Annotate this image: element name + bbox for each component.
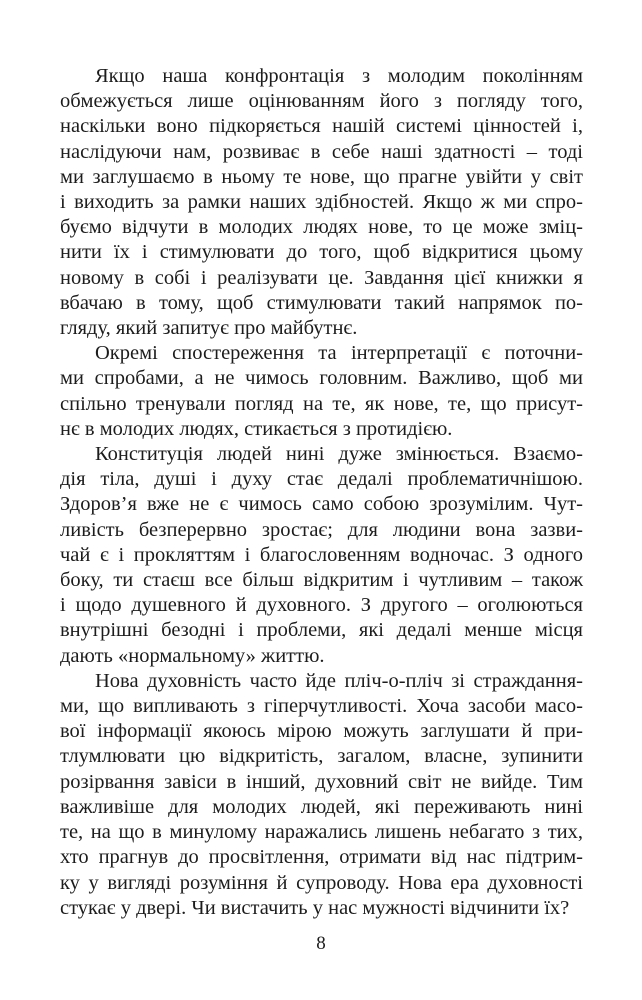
text-line: вбачаю в тому, щоб стимулювати такий напрямок по- — [60, 291, 583, 314]
text-line: Здоров’я вже не є чимось само собою зрозумілим. Чут- — [60, 493, 583, 516]
text-line: Конституція людей нині дуже змінюється. Взаємо- — [95, 443, 583, 466]
text-line: нє в молодих людях, стикається з протидією. — [60, 417, 453, 440]
text-line: ми заглушаємо в ньому те нове, що прагне увійти у світ — [60, 165, 583, 188]
text-line: дають «нормальному» життю. — [60, 644, 325, 667]
text-line: новому в собі і реалізувати це. Завдання цієї книжки я — [60, 266, 583, 289]
text-line: важливіше для молодих людей, які переживають нині — [60, 795, 583, 818]
paragraph — [60, 442, 583, 669]
text-line: чай є і прокляттям і благословенням водночас. З одного — [60, 543, 583, 566]
page-number: 8 — [316, 933, 326, 954]
text-line: Окремі спостереження та інтерпретації є поточни- — [95, 342, 583, 365]
text-line: гляду, який запитує про майбутнє. — [60, 317, 358, 340]
paragraph — [60, 64, 583, 341]
text-line: ливість безперервно зростає; для людини вона зазви- — [60, 518, 583, 541]
text-line: ми спробами, а не чимось головним. Важливо, щоб ми — [60, 367, 583, 390]
text-line: спільно тренували погляд на те, як нове, те, що присут- — [60, 392, 583, 415]
paragraph — [60, 669, 583, 921]
text-line: і щодо душевного й духовного. З другого – оголюються — [60, 594, 583, 617]
text-line: ми, що випливають з гіперчутливості. Хоча засоби масо- — [60, 695, 583, 718]
text-line: тлумлювати цю відкритість, загалом, власне, зупинити — [60, 745, 583, 768]
text-line: стукає у двері. Чи вистачить у нас мужності відчинити їх? — [60, 896, 570, 919]
text-line: внутрішні безодні і проблеми, які дедалі менше місця — [60, 619, 583, 642]
text-line: наслідуючи нам, розвиває в себе наші здатності – тоді — [60, 140, 583, 163]
text-line: Нова духовність часто йде пліч-о-пліч зі страждання- — [95, 669, 583, 692]
text-line: Якщо наша конфронтація з молодим поколінням — [95, 65, 583, 87]
text-block — [60, 64, 583, 921]
text-line: хто прагнув до просвітлення, отримати від нас підтрим- — [60, 846, 583, 869]
text-line: дія тіла, душі і духу стає дедалі проблематичнішою. — [60, 468, 583, 491]
text-line: боку, ти стаєш все більш відкритим і чутливим – також — [60, 569, 583, 592]
text-line: обмежується лише оцінюванням його з погляду того, — [60, 90, 583, 113]
text-line: розірвання завіси в інший, духовний світ не вийде. Тим — [60, 770, 583, 793]
text-line: нити їх і стимулювати до того, щоб відкритися цьому — [60, 241, 583, 264]
text-line: буємо відчути в молодих людях нове, то це може зміц- — [60, 216, 583, 239]
text-line: вої інформації якоюсь мірою можуть заглушати й при- — [60, 720, 583, 743]
text-line: наскільки воно підкоряється нашій системі цінностей і, — [60, 115, 583, 138]
text-line: ку у вигляді розуміння й супроводу. Нова ера духовності — [60, 871, 583, 894]
text-line: і виходить за рамки наших здібностей. Якщо ж ми спро- — [60, 191, 583, 214]
paragraph — [60, 341, 583, 442]
text-line: те, на що в минулому наражались лишень небагато з тих, — [60, 821, 583, 844]
